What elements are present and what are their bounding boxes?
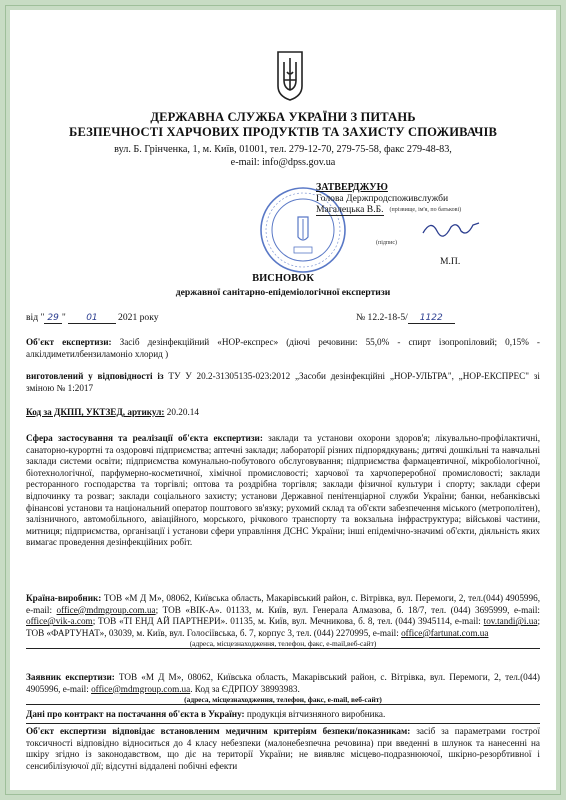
approval-position: Голова Держпродспоживслужби — [316, 193, 449, 204]
country-text-3: ; ТОВ «ТІ ЕНД АЙ ПАРТНЕРИ». 01135, м. Київ, вул. Мечникова, б. 8, тел. (044) 3945114, e-mail: — [92, 616, 484, 627]
agency-address — [26, 143, 540, 169]
agency-address-line: вул. Б. Грінченка, 1, м. Київ, 01001, тел. 279-12-70, 279-75-58, факс 279-48-83, — [114, 144, 452, 155]
criteria-text: засіб за параметрами гострої токсичності відповідно відноситься до 4 класу небезпеки (малонебезпечна речовина) при введенні в шлунок та нанесенні на шкіру згідно із законодавством, що діє на території України; не виявляє місцево-подразнюючої, шкірно-резорбтивної і сенсибілізуючої дії; відсутні віддалені побічні ефекти — [26, 726, 540, 771]
contract-section — [26, 709, 540, 721]
applicant-email: office@mdmgroup.com.ua — [91, 683, 191, 694]
date-quote: " — [61, 312, 66, 323]
scope-section — [26, 433, 540, 549]
approval-name: Магалецька В.Б. — [316, 204, 384, 215]
manufactured-text: ТУ У 20.2-31305135-023:2012 „Засоби дезінфекційні „НОР-УЛЬТРА", „НОР-ЕКСПРЕС" зі зміною № 1:2017 — [26, 371, 540, 393]
country-text-1: ТОВ «М Д М», 08062, Київська область, Макарівський район, с. Вітрівка, вул. Перемоги, 2, тел.(044) 4905996, e-mail: — [26, 593, 540, 615]
signature-icon — [421, 217, 481, 239]
seal-place-label: М.П. — [440, 256, 461, 267]
applicant-note: (адреса, місцезнаходження, телефон, факс, e-mail, веб-сайт) — [26, 695, 540, 705]
reg-prefix: № 12.2-18-5/ — [356, 312, 408, 323]
registration-number — [356, 312, 455, 323]
agency-line-2: БЕЗПЕЧНОСТІ ХАРЧОВИХ ПРОДУКТІВ ТА ЗАХИСТУ СПОЖИВАЧІВ — [69, 125, 497, 139]
country-email-3: tov.tandi@i.ua — [483, 616, 538, 627]
approval-name-row — [316, 204, 506, 216]
country-text-4: ; ТОВ «ФАРТУНАТ», 03039, м. Київ, вул. Голосіївська, б. 7, корпус 3, тел. (044) 2270995, e-mail: — [26, 616, 540, 638]
country-text-2: ; ТОВ «ВІК-А». 01133, м. Київ, вул. Генерала Алмазова, б. 18/7, тел. (044) 3695999, e-mail: — [155, 604, 540, 615]
date-line — [26, 312, 540, 323]
manufactured-label: виготовлений у відповідності із — [26, 371, 164, 381]
country-label: Країна-виробник: — [26, 593, 102, 603]
date-month: 01 — [68, 313, 115, 324]
applicant-text: ТОВ «М Д М», 08062, Київська область, Макарівський район, с. Вітрівка, вул. Перемоги, 2, тел.(044) 4905996, e-mail: — [26, 672, 540, 694]
agency-email: e-mail: info@dpss.gov.ua — [230, 157, 336, 168]
reg-number: 1122 — [408, 313, 455, 324]
applicant-section — [26, 672, 540, 705]
country-email-4: office@fartunat.com.ua — [401, 627, 489, 638]
country-note: (адреса, місцезнаходження, телефон, факс, e-mail,веб-сайт) — [26, 639, 540, 649]
country-section — [26, 593, 540, 649]
manufactured-section — [26, 371, 540, 394]
approval-head: ЗАТВЕРДЖУЮ — [316, 182, 388, 193]
scope-text: заклади та установи охорони здоров'я; лікувально-профілактичні, санаторно-курортні та оздоровчі підприємства; аптечні заклади; лабораторії різних підпорядкувань; дитячі дошкільні та навчальні заклади системи освіти; підприємства комунально-побутового обслуговування; підприємства фармацевтичної, мікробіологічної, біотехнологічної, парфумерно-косметичної, хімічної промисловості; харчової та харчопереробної промисловості; заклади ресторанного господарства та торгівлі; оптова та роздрібна торгівля; заклади фізичної культури і спорту; заклади сфери відпочинку та розваг; заклади соціального захисту; установи Державної пенітенціарної служби України; банки, небанківські фінансові установи та національний оператор поштового зв'язку; рухомий склад та об'єкти забезпечення міського (метрополітен), залізничного, автомобільного, авіаційного, морського, річкового транспорту та вокзальна інфраструктура; військові частини, митниця; підприємства, організації і установи сфери управління ДСНС України; інші епідемічно-значимі об'єкти, діяльність яких вимагає проведення дезінфекційних робіт. — [26, 433, 540, 548]
date-year: 2021 року — [118, 312, 159, 323]
object-label: Об'єкт експертизи: — [26, 337, 112, 347]
document-title: ВИСНОВОК — [252, 273, 314, 284]
applicant-code: . Код за ЄДРПОУ 38993983. — [190, 683, 300, 694]
agency-name — [26, 110, 540, 140]
date-day: 29 — [44, 313, 61, 324]
applicant-label: Заявник експертизи: — [26, 672, 115, 682]
code-text: 20.20.14 — [164, 407, 199, 417]
agency-line-1: ДЕРЖАВНА СЛУЖБА УКРАЇНИ З ПИТАНЬ — [150, 110, 416, 124]
coat-of-arms-icon — [276, 50, 304, 102]
document-content — [26, 20, 540, 790]
object-section — [26, 337, 540, 360]
code-section — [26, 407, 540, 419]
date-prefix: від " — [26, 312, 45, 323]
document-subtitle: державної санітарно-епідеміологічної експертизи — [175, 287, 391, 298]
country-email-1: office@mdmgroup.com.ua — [56, 604, 156, 615]
approval-name-caption: (прізвище, ім'я, по батькові) — [389, 207, 462, 213]
scope-label: Сфера застосування та реалізації об'єкта експертизи: — [26, 433, 263, 443]
criteria-section — [26, 723, 540, 772]
object-text: Засіб дезінфекційний «НОР-експрес» (діючі речовини: 55,0% - спирт ізопропіловий; 0,15% - алкілдиметилбензиламоніо хлорид ) — [26, 337, 540, 359]
criteria-label: Об'єкт експертизи відповідає встановленим медичним критеріям безпеки/показникам: — [26, 726, 411, 736]
code-label: Код за ДКПП, УКТЗЕД, артикул: — [26, 407, 165, 417]
contract-label: Дані про контракт на постачання об'єкта в Україну: — [26, 709, 245, 719]
country-email-2: office@vik-a.com — [26, 616, 93, 627]
approval-sign-caption: (підпис) — [376, 240, 398, 246]
contract-text: продукція вітчизняного виробника. — [244, 709, 386, 719]
